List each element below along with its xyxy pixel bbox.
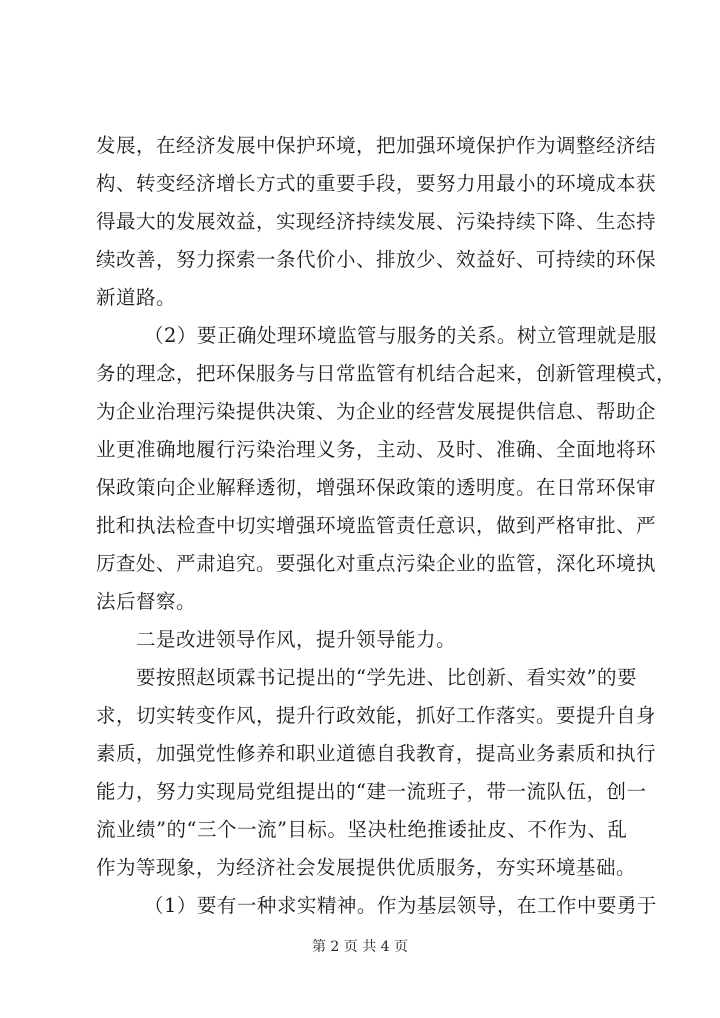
section-heading: 二是改进领导作风，提升领导能力。 bbox=[136, 628, 457, 651]
text-line: 法后督察。 bbox=[96, 590, 197, 613]
page-number-footer: 第 2 页 共 4 页 bbox=[311, 939, 409, 955]
text-line: 素质，加强党性修养和职业道德自我教育，提高业务素质和执行 bbox=[96, 742, 657, 765]
text-line: （1）要有一种求实精神。作为基层领导，在工作中要勇于 bbox=[144, 894, 657, 917]
text-line: 构、转变经济增长方式的重要手段，要努力用最小的环境成本获 bbox=[96, 172, 657, 195]
text-line: 业更准确地履行污染治理义务，主动、及时、准确、全面地将环 bbox=[96, 438, 657, 461]
text-line: 求，切实转变作风，提升行政效能，抓好工作落实。要提升自身 bbox=[96, 704, 657, 727]
text-line: 能力，努力实现局党组提出的“建一流班子，带一流队伍，创一 bbox=[96, 780, 647, 803]
text-line: 批和执法检查中切实增强环境监管责任意识，做到严格审批、严 bbox=[96, 514, 657, 537]
text-line: 要按照赵顷霖书记提出的“学先进、比创新、看实效”的要 bbox=[136, 666, 637, 689]
text-line: 新道路。 bbox=[96, 286, 177, 309]
text-line: （2）要正确处理环境监管与服务的关系。树立管理就是服 bbox=[144, 324, 657, 347]
text-line: 保政策向企业解释透彻，增强环保政策的透明度。在日常环保审 bbox=[96, 476, 657, 499]
text-line: 作为等现象，为经济社会发展提供优质服务，夯实环境基础。 bbox=[96, 856, 637, 879]
text-line: 续改善，努力探索一条代价小、排放少、效益好、可持续的环保 bbox=[96, 248, 657, 271]
text-line: 厉查处、严肃追究。要强化对重点污染企业的监管，深化环境执 bbox=[96, 552, 657, 575]
text-line: 为企业治理污染提供决策、为企业的经营发展提供信息、帮助企 bbox=[96, 400, 657, 423]
document-body bbox=[96, 127, 677, 925]
text-line: 流业绩”的“三个一流”目标。坚决杜绝推诿扯皮、不作为、乱 bbox=[96, 818, 628, 841]
text-line: 得最大的发展效益，实现经济持续发展、污染持续下降、生态持 bbox=[96, 210, 657, 233]
text-line: 发展，在经济发展中保护环境，把加强环境保护作为调整经济结 bbox=[96, 134, 657, 157]
text-line: 务的理念，把环保服务与日常监管有机结合起来，创新管理模式， bbox=[96, 362, 677, 385]
